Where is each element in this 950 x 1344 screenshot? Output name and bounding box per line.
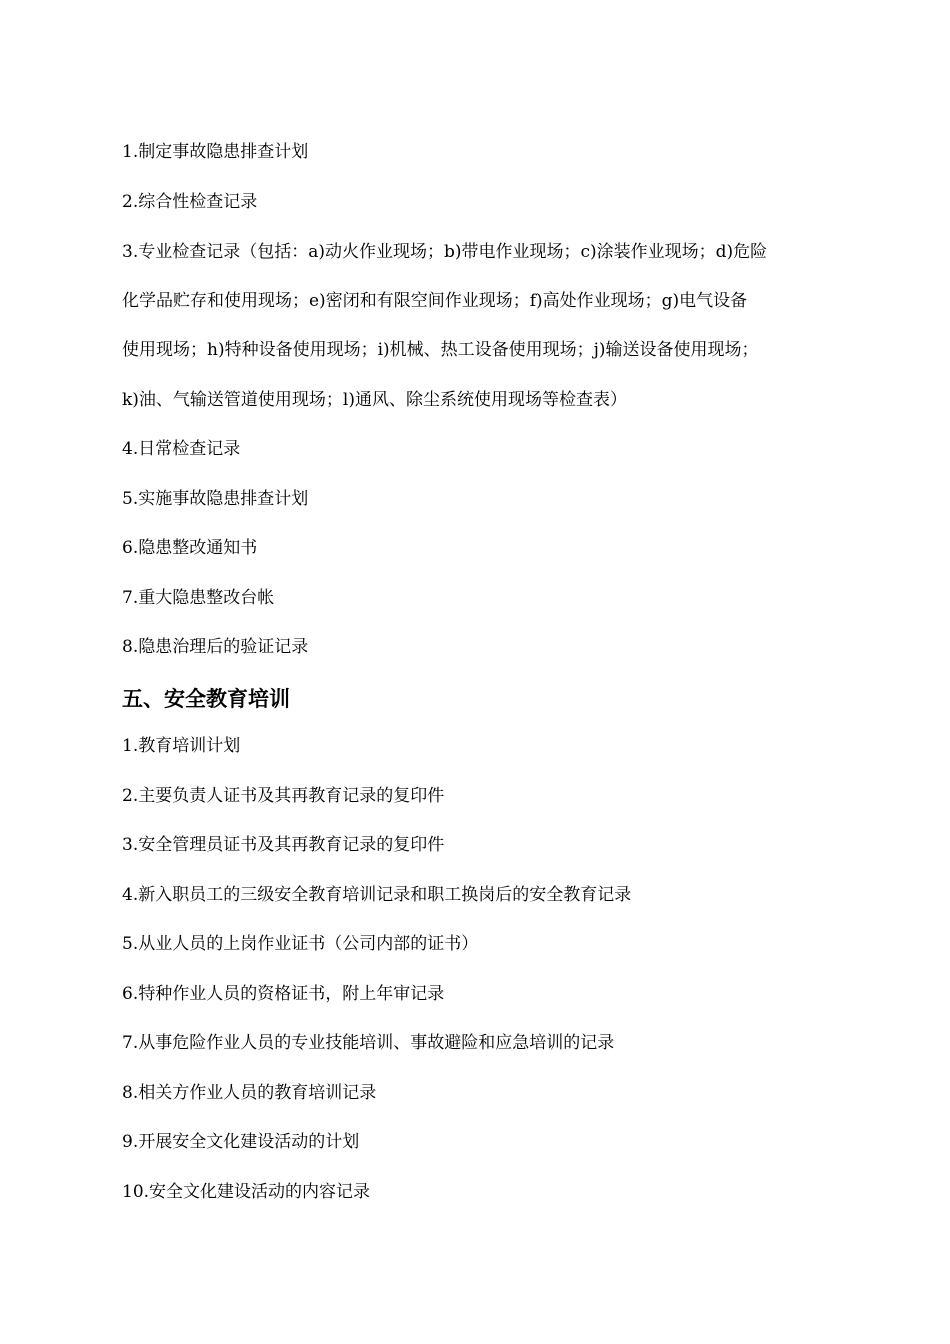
list-item: 1.制定事故隐患排查计划 bbox=[122, 142, 309, 162]
list-item: 8.隐患治理后的验证记录 bbox=[122, 637, 309, 657]
list-item: 7.从事危险作业人员的专业技能培训、事故避险和应急培训的记录 bbox=[122, 1033, 615, 1053]
list-item: 6.隐患整改通知书 bbox=[122, 538, 258, 558]
list-item: 10.安全文化建设活动的内容记录 bbox=[122, 1182, 371, 1202]
list-item-continuation: 化学品贮存和使用现场；e)密闭和有限空间作业现场；f)高处作业现场；g)电气设备 bbox=[122, 291, 748, 311]
list-item: 1.教育培训计划 bbox=[122, 736, 241, 756]
list-item-continuation: 使用现场；h)特种设备使用现场；i)机械、热工设备使用现场；j)输送设备使用现场； bbox=[122, 340, 759, 360]
section-heading: 五、安全教育培训 bbox=[122, 686, 290, 711]
list-item: 9.开展安全文化建设活动的计划 bbox=[122, 1132, 360, 1152]
list-item-continuation: k)油、气输送管道使用现场；l)通风、除尘系统使用现场等检查表） bbox=[122, 390, 628, 410]
list-item: 5.实施事故隐患排查计划 bbox=[122, 489, 309, 509]
list-item: 2.主要负责人证书及其再教育记录的复印件 bbox=[122, 786, 445, 806]
list-item: 4.日常检查记录 bbox=[122, 439, 241, 459]
list-item: 8.相关方作业人员的教育培训记录 bbox=[122, 1083, 377, 1103]
list-item: 5.从业人员的上岗作业证书（公司内部的证书） bbox=[122, 934, 479, 954]
list-item: 4.新入职员工的三级安全教育培训记录和职工换岗后的安全教育记录 bbox=[122, 885, 632, 905]
list-item: 7.重大隐患整改台帐 bbox=[122, 588, 275, 608]
list-item: 6.特种作业人员的资格证书，附上年审记录 bbox=[122, 984, 445, 1004]
list-item: 3.安全管理员证书及其再教育记录的复印件 bbox=[122, 835, 445, 855]
list-item: 2.综合性检查记录 bbox=[122, 192, 258, 212]
list-item: 3.专业检查记录（包括：a)动火作业现场；b)带电作业现场；c)涂装作业现场；d)危险 bbox=[122, 242, 768, 262]
